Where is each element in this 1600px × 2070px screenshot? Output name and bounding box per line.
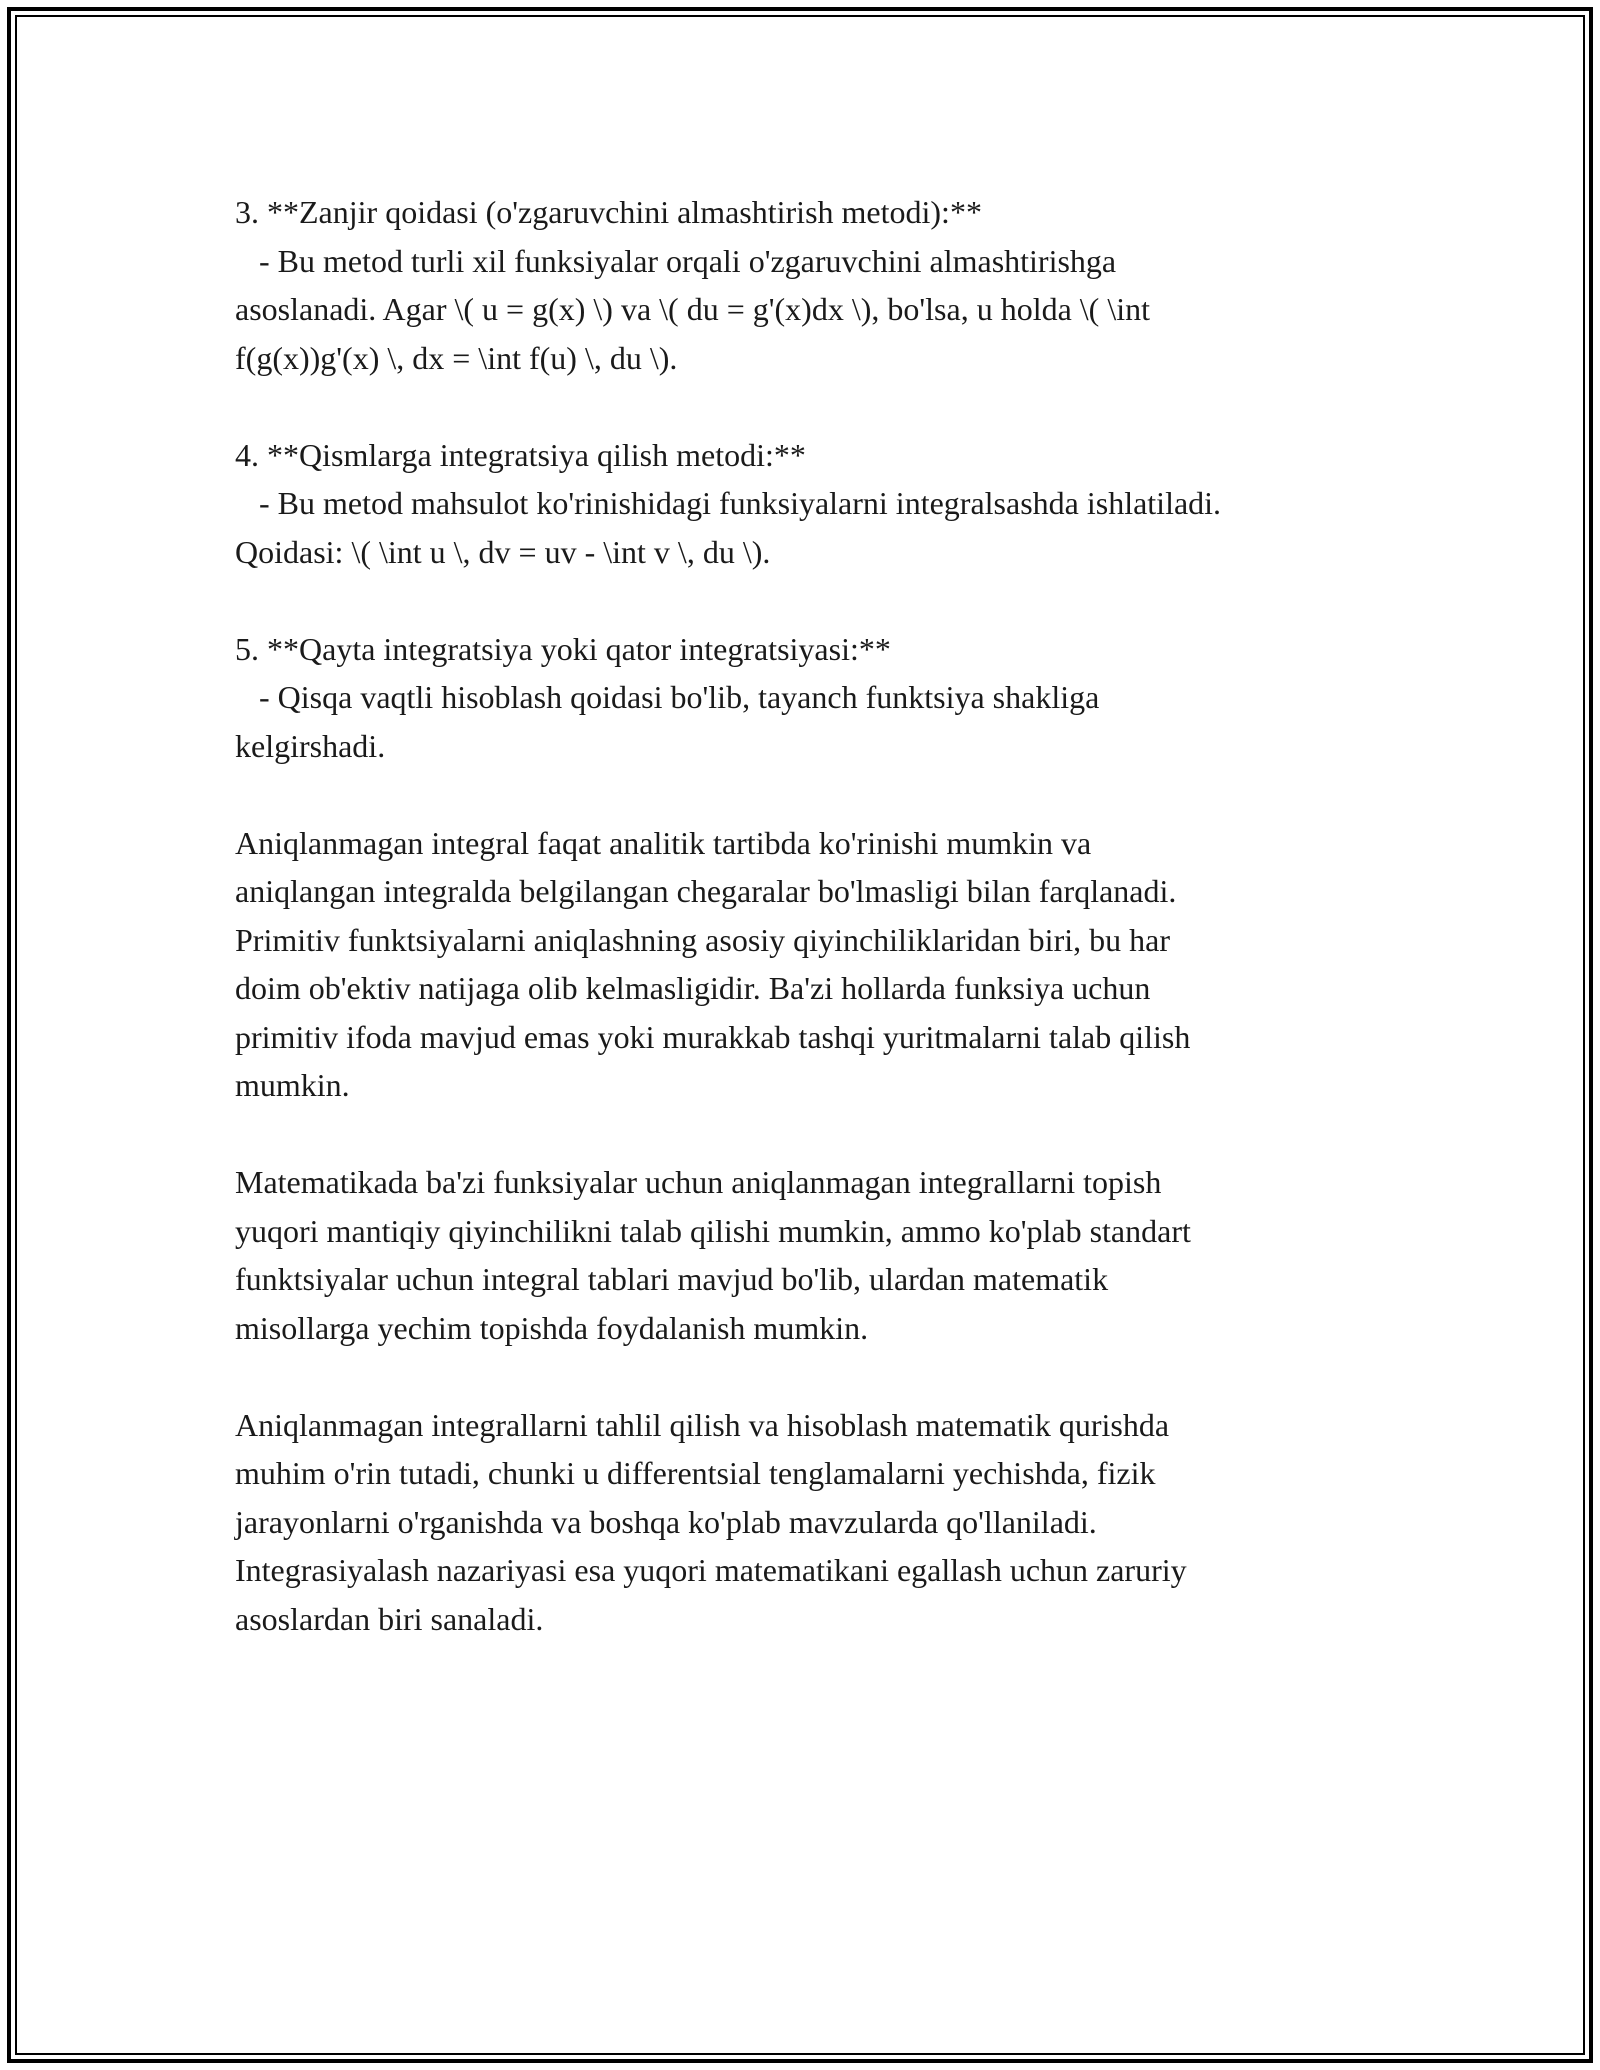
method-4-section (235, 431, 1385, 577)
paragraph-1 (235, 819, 1385, 1110)
paragraph-3 (235, 1401, 1385, 1644)
text-line: yuqori mantiqiy qiyinchilikni talab qilishi mumkin, ammo ko'plab standart (235, 1212, 1191, 1249)
text-line: - Bu metod turli xil funksiyalar orqali o'zgaruvchini almashtirishga (235, 242, 1117, 279)
text-line: muhim o'rin tutadi, chunki u differentsial tenglamalarni yechishda, fizik (235, 1455, 1156, 1491)
text-line: Integrasiyalash nazariyasi esa yuqori matematikani egallash uchun zaruriy (235, 1552, 1187, 1588)
text-line: asoslardan biri sanaladi. (235, 1600, 544, 1637)
text-line: - Bu metod mahsulot ko'rinishidagi funksiyalarni integralsashda ishlatiladi. (235, 485, 1222, 521)
text-line: Matematikada ba'zi funksiyalar uchun aniqlanmagan integrallarni topish (235, 1164, 1162, 1200)
text-line: funktsiyalar uchun integral tablari mavjud bo'lib, ulardan matematik (235, 1261, 1109, 1297)
paragraph-2 (235, 1158, 1385, 1352)
method-3-heading: 3. **Zanjir qoidasi (o'zgaruvchini almashtirish metodi):** (235, 194, 982, 230)
text-line: Primitiv funktsiyalarni aniqlashning asosiy qiyinchiliklaridan biri, bu har (235, 921, 1170, 958)
text-line: Aniqlanmagan integrallarni tahlil qilish va hisoblash matematik qurishda (235, 1406, 1170, 1443)
document-body (235, 188, 1385, 1692)
text-line: asoslanadi. Agar \( u = g(x) \) va \( du = g'(x)dx \), bo'lsa, u holda \( \int (235, 291, 1150, 327)
method-5-heading: 5. **Qayta integratsiya yoki qator integratsiyasi:** (235, 630, 891, 667)
text-line: f(g(x))g'(x) \, dx = \int f(u) \, du \). (235, 339, 678, 376)
method-5-section (235, 625, 1385, 771)
text-line: primitiv ifoda mavjud emas yoki murakkab tashqi yuritmalarni talab qilish (235, 1018, 1191, 1055)
text-line: mumkin. (235, 1067, 350, 1103)
method-4-heading: 4. **Qismlarga integratsiya qilish metodi:** (235, 436, 806, 473)
text-line: - Qisqa vaqtli hisoblash qoidasi bo'lib, tayanch funktsiya shakliga (235, 679, 1100, 715)
text-line: doim ob'ektiv natijaga olib kelmasligidir. Ba'zi hollarda funksiya uchun (235, 970, 1151, 1006)
method-3-section (235, 188, 1385, 382)
text-line: Qoidasi: \( \int u \, dv = uv - \int v \, du \). (235, 533, 771, 570)
text-line: kelgirshadi. (235, 727, 386, 764)
text-line: aniqlangan integralda belgilangan chegaralar bo'lmasligi bilan farqlanadi. (235, 873, 1177, 909)
text-line: jarayonlarni o'rganishda va boshqa ko'plab mavzularda qo'llaniladi. (235, 1503, 1097, 1540)
text-line: Aniqlanmagan integral faqat analitik tartibda ko'rinishi mumkin va (235, 824, 1092, 861)
text-line: misollarga yechim topishda foydalanish mumkin. (235, 1309, 869, 1346)
